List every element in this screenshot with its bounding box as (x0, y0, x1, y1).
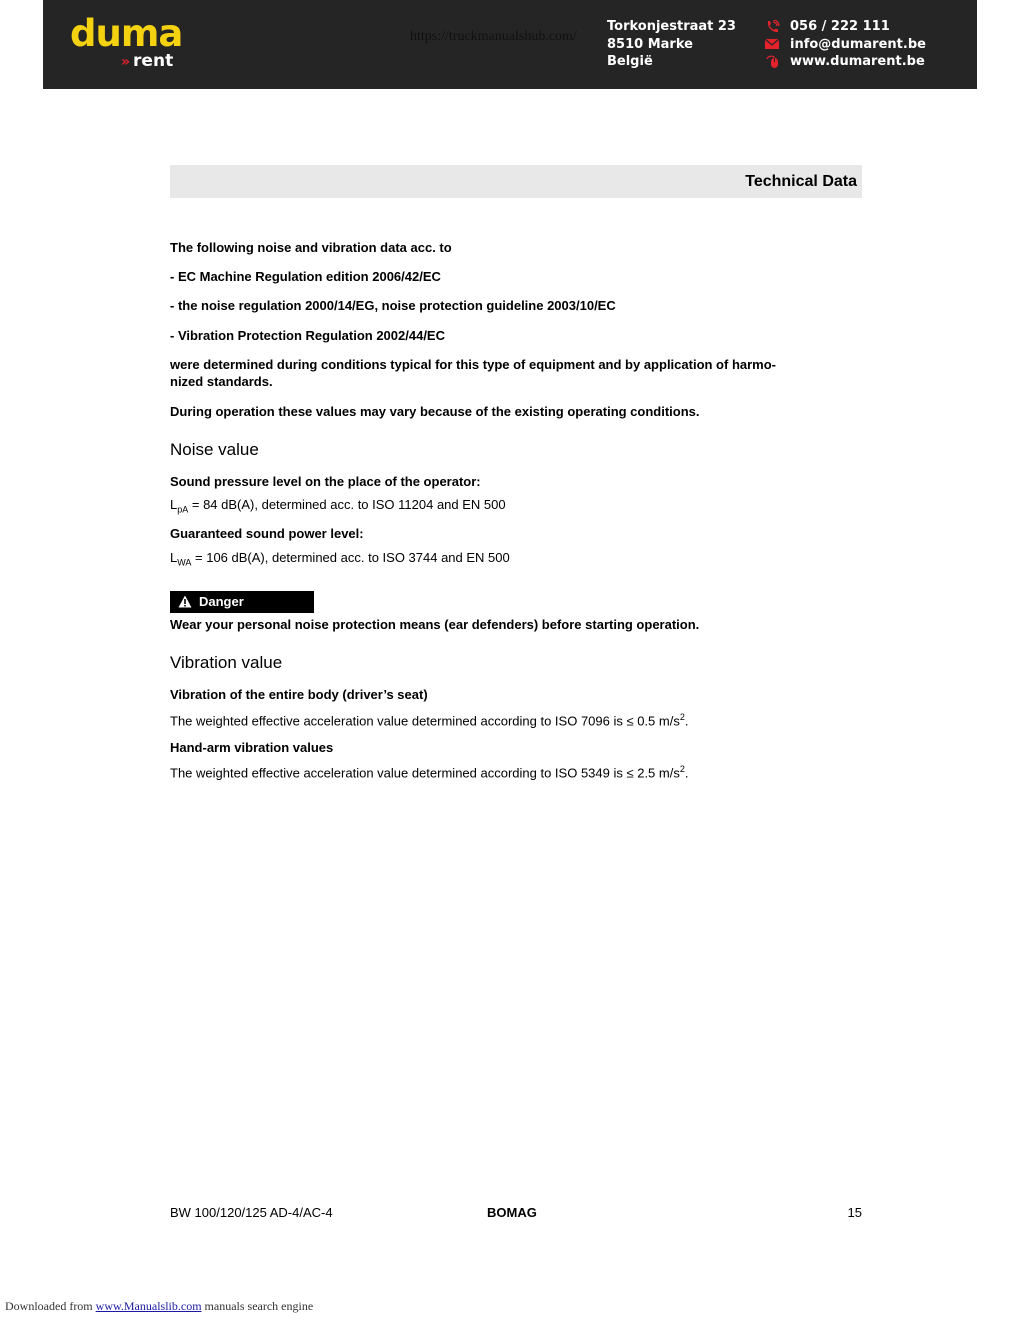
page-number: 15 (847, 1205, 862, 1220)
manualslib-link[interactable]: www.Manualslib.com (95, 1299, 202, 1313)
lwa-text: = 106 dB(A), determined acc. to ISO 3744 and EN 500 (191, 550, 510, 565)
whole-body-end: . (684, 713, 689, 729)
email-address: info@dumarent.be (790, 36, 926, 52)
sound-power-label: Guaranteed sound power level: (170, 526, 364, 541)
download-suffix: manuals search engine (201, 1299, 314, 1313)
address-street: Torkonjestraat 23 (607, 19, 736, 34)
intro-line-5a: were determined during conditions typical for this type of equipment and by application of harmo- (170, 357, 776, 372)
intro-line-6: During operation these values may vary because of the existing operating conditions. (170, 404, 700, 419)
lpa-symbol: L (170, 497, 178, 512)
logo-rent-text (121, 52, 173, 71)
watermark-url[interactable]: https://truckmanualshub.com/ (410, 29, 577, 44)
hand-arm-vibration-value (170, 761, 862, 781)
whole-body-vibration-value (170, 709, 862, 729)
sound-pressure-label: Sound pressure level on the place of the operator: (170, 474, 481, 489)
lwa-symbol: L (170, 550, 178, 565)
danger-text: Wear your personal noise protection means (ear defenders) before starting operation. (170, 617, 700, 632)
footer-model: BW 100/120/125 AD-4/AC-4 (170, 1205, 333, 1220)
intro-line-4: - Vibration Protection Regulation 2002/44/EC (170, 328, 445, 343)
section-header-bar (170, 165, 862, 198)
company-header-band (43, 0, 977, 89)
intro-line-5b: nized standards. (170, 374, 273, 389)
danger-label: Danger (199, 594, 244, 609)
intro-line-2: - EC Machine Regulation edition 2006/42/EC (170, 269, 441, 284)
hand-arm-end: . (684, 765, 689, 781)
mail-icon (764, 37, 780, 51)
intro-line-3: - the noise regulation 2000/14/EG, noise protection guideline 2003/10/EC (170, 298, 616, 313)
hand-arm-vibration-label: Hand-arm vibration values (170, 740, 334, 755)
vibration-heading: Vibration value (170, 653, 283, 672)
danger-label-box (170, 591, 314, 613)
phone-number: 056 / 222 111 (790, 19, 890, 35)
download-prefix: Downloaded from (5, 1299, 96, 1313)
logo-chevron-icon: » (121, 54, 131, 70)
duma-rent-logo[interactable] (70, 14, 200, 72)
section-title: Technical Data (745, 173, 857, 190)
footer-brand: BOMAG (487, 1205, 537, 1220)
whole-body-text: The weighted effective acceleration value determined according to ISO 7096 is ≤ 0.5 m/s (170, 713, 680, 729)
hand-arm-text: The weighted effective acceleration value determined according to ISO 5349 is ≤ 2.5 m/s (170, 765, 680, 781)
contact-email[interactable] (764, 36, 926, 54)
lpa-value-line (170, 496, 862, 519)
phone-icon (764, 20, 780, 34)
contact-website[interactable] (764, 53, 926, 71)
address-city: 8510 Marke (607, 36, 693, 52)
hand-arm-exponent: 2 (679, 764, 685, 774)
whole-body-exponent: 2 (679, 712, 685, 722)
intro-line-1: The following noise and vibration data acc. to (170, 240, 452, 255)
lpa-text: = 84 dB(A), determined acc. to ISO 11204 and EN 500 (188, 497, 506, 512)
whole-body-vibration-label: Vibration of the entire body (driver’s seat) (170, 687, 428, 702)
website-url: www.dumarent.be (790, 54, 925, 70)
company-contacts (764, 18, 926, 71)
logo-duma-text: duma (70, 12, 183, 55)
mouse-icon (764, 55, 780, 69)
lpa-subscript: pA (177, 504, 189, 515)
address-country: België (607, 54, 653, 69)
lwa-subscript: WA (177, 557, 192, 568)
company-address (607, 18, 736, 71)
lwa-value-line (170, 549, 862, 572)
warning-triangle-icon (178, 595, 192, 608)
noise-heading: Noise value (170, 440, 259, 459)
contact-phone[interactable] (764, 18, 926, 36)
download-note (5, 1299, 313, 1314)
logo-rent-word: rent (133, 51, 174, 71)
